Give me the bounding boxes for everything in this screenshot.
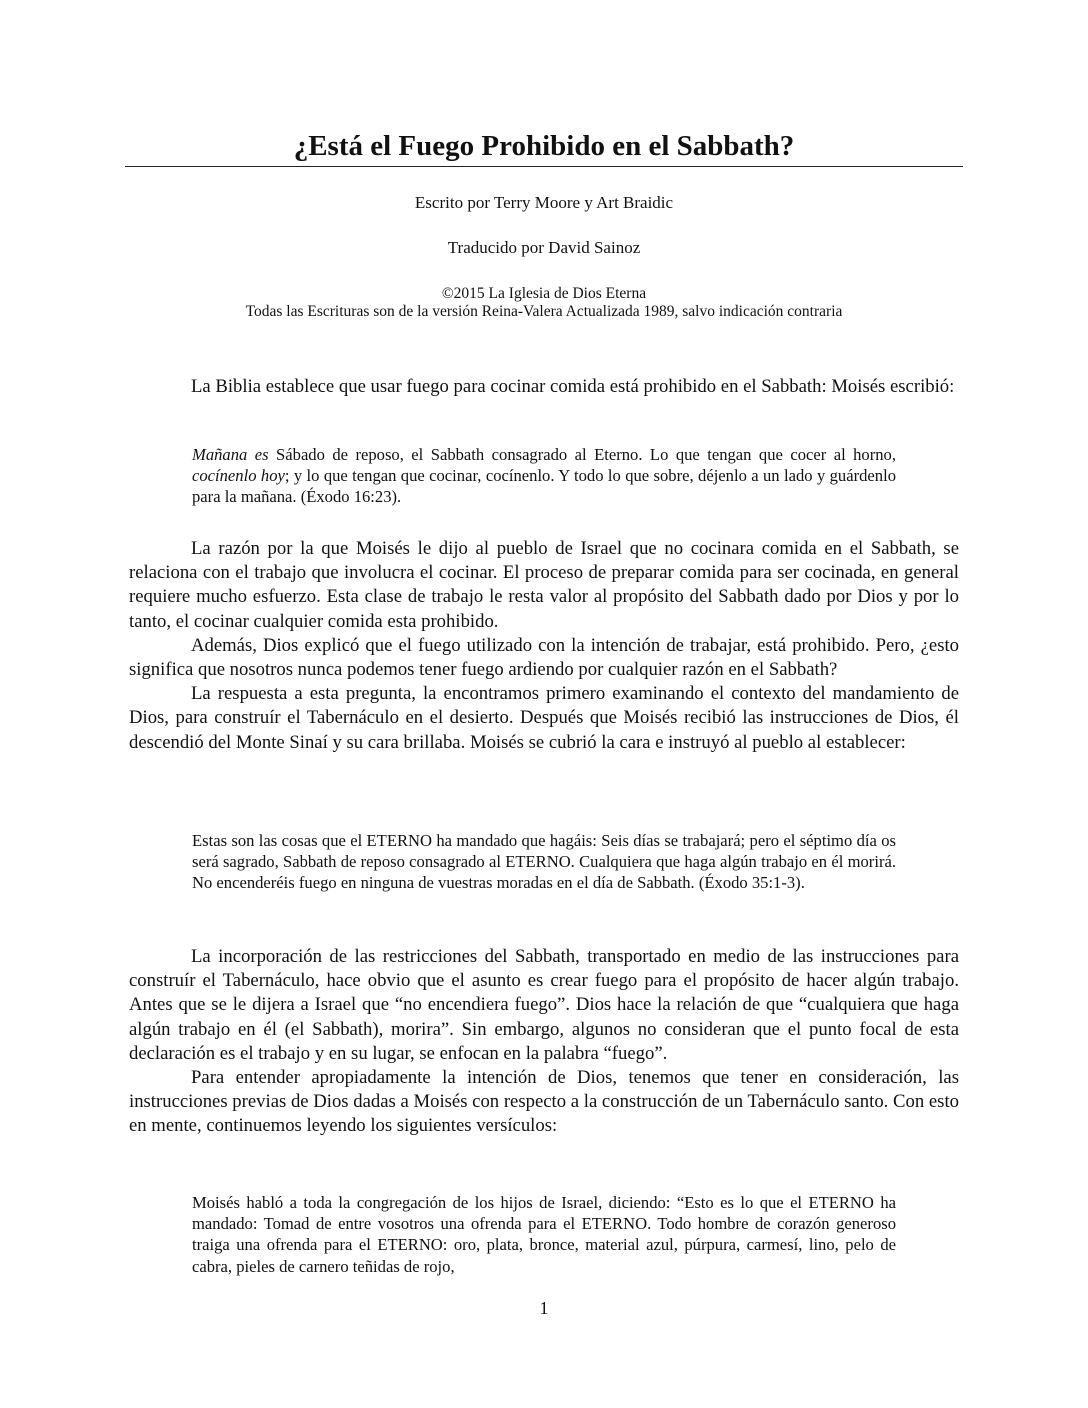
quote-italic: Mañana es bbox=[192, 445, 269, 464]
paragraph: La incorporación de las restricciones del Sabbath, transportado en medio de las instrucciones para construír el Tabernáculo, hace obvio que el asunto es crear fuego para el propósito de hacer algún trabajo. Antes que se le dijera a Israel que “no encendiera fuego”. Dios hace la relación de que “cualquiera que haga algún trabajo en él (el Sabbath), morira”. Sin embargo, algunos no consideran que el punto focal de esta declaración es el trabajo y en su lugar, se enfocan en la palabra “fuego”. bbox=[129, 946, 959, 1064]
body-section-2 bbox=[129, 537, 959, 755]
paragraph: La razón por la que Moisés le dijo al pueblo de Israel que no cocinara comida en el Sabbath, se relaciona con el trabajo que involucra el cocinar. El proceso de preparar comida para ser cocinada, en general requiere mucho esfuerzo. Esta clase de trabajo le resta valor al propósito del Sabbath dado por Dios y por lo tanto, el cocinar cualquier comida esta prohibido. bbox=[129, 538, 959, 632]
body-section-1 bbox=[129, 375, 959, 399]
quote-italic: cocínenlo hoy bbox=[192, 466, 285, 486]
copyright-line: ©2015 La Iglesia de Dios Eterna bbox=[441, 285, 647, 302]
paragraph: Para entender apropiadamente la intención de Dios, tenemos que tener en consideración, las instrucciones previas de Dios dadas a Moisés con respecto a la construcción de un Tabernáculo santo. Con esto en mente, continuemos leyendo los siguientes versículos: bbox=[129, 1067, 959, 1137]
title-underline bbox=[125, 166, 963, 167]
scripture-version-note: Todas las Escrituras son de la versión Reina-Valera Actualizada 1989, salvo indicación contraria bbox=[245, 303, 843, 320]
quote-text: Estas son las cosas que el ETERNO ha mandado que hagáis: Seis días se trabajará; pero el séptimo día os será sagrado, Sabbath de reposo consagrado al ETERNO. Cualquiera que haga algún trabajo en él morirá. No encenderéis fuego en ninguna de vuestras moradas en el día de Sabbath. (Éxodo 35:1-3). bbox=[192, 831, 896, 893]
scripture-quote-exodus-35-continued bbox=[192, 1192, 896, 1277]
paragraph: Además, Dios explicó que el fuego utilizado con la intención de trabajar, está prohibido. Pero, ¿esto significa que nosotros nunca podemos tener fuego ardiendo por cualquier razón en el Sabbath? bbox=[129, 634, 959, 681]
page-number: 1 bbox=[539, 1298, 549, 1318]
paragraph: La respuesta a esta pregunta, la encontramos primero examinando el contexto del mandamiento de Dios, para construír el Tabernáculo en el desierto. Después que Moisés recibió las instrucciones de Dios, él descendió del Monte Sinaí y su cara brillaba. Moisés se cubrió la cara e instruyó al pueblo al establecer: bbox=[129, 683, 959, 753]
translator-line: Traducido por David Sainoz bbox=[447, 238, 641, 257]
authors-line: Escrito por Terry Moore y Art Braidic bbox=[414, 193, 674, 212]
scripture-quote-exodus-35 bbox=[192, 830, 896, 894]
body-section-3 bbox=[129, 945, 959, 1139]
quote-text: Moisés habló a toda la congregación de los hijos de Israel, diciendo: “Esto es lo que el ETERNO ha mandado: Tomad de entre vosotros una ofrenda para el ETERNO. Todo hombre de corazón generoso traiga una ofrenda para el ETERNO: oro, plata, bronce, material azul, púrpura, carmesí, lino, pelo de cabra, pieles de carnero teñidas de rojo, bbox=[192, 1193, 896, 1276]
quote-text: Mañana es Sábado de reposo, el Sabbath consagrado al Eterno. Lo que tengan que cocer al horno, cocínenlo hoy; y lo que tengan que cocinar, cocínenlo. Y todo lo que sobre, déjenlo a un lado y guárdenlo para la mañana. (Éxodo 16:23). bbox=[192, 445, 896, 507]
paragraph: La Biblia establece que usar fuego para cocinar comida está prohibido en el Sabbath: Moisés escribió: bbox=[191, 376, 955, 397]
scripture-quote-exodus-16 bbox=[192, 444, 896, 508]
document-title: ¿Está el Fuego Prohibido en el Sabbath? bbox=[293, 130, 795, 162]
